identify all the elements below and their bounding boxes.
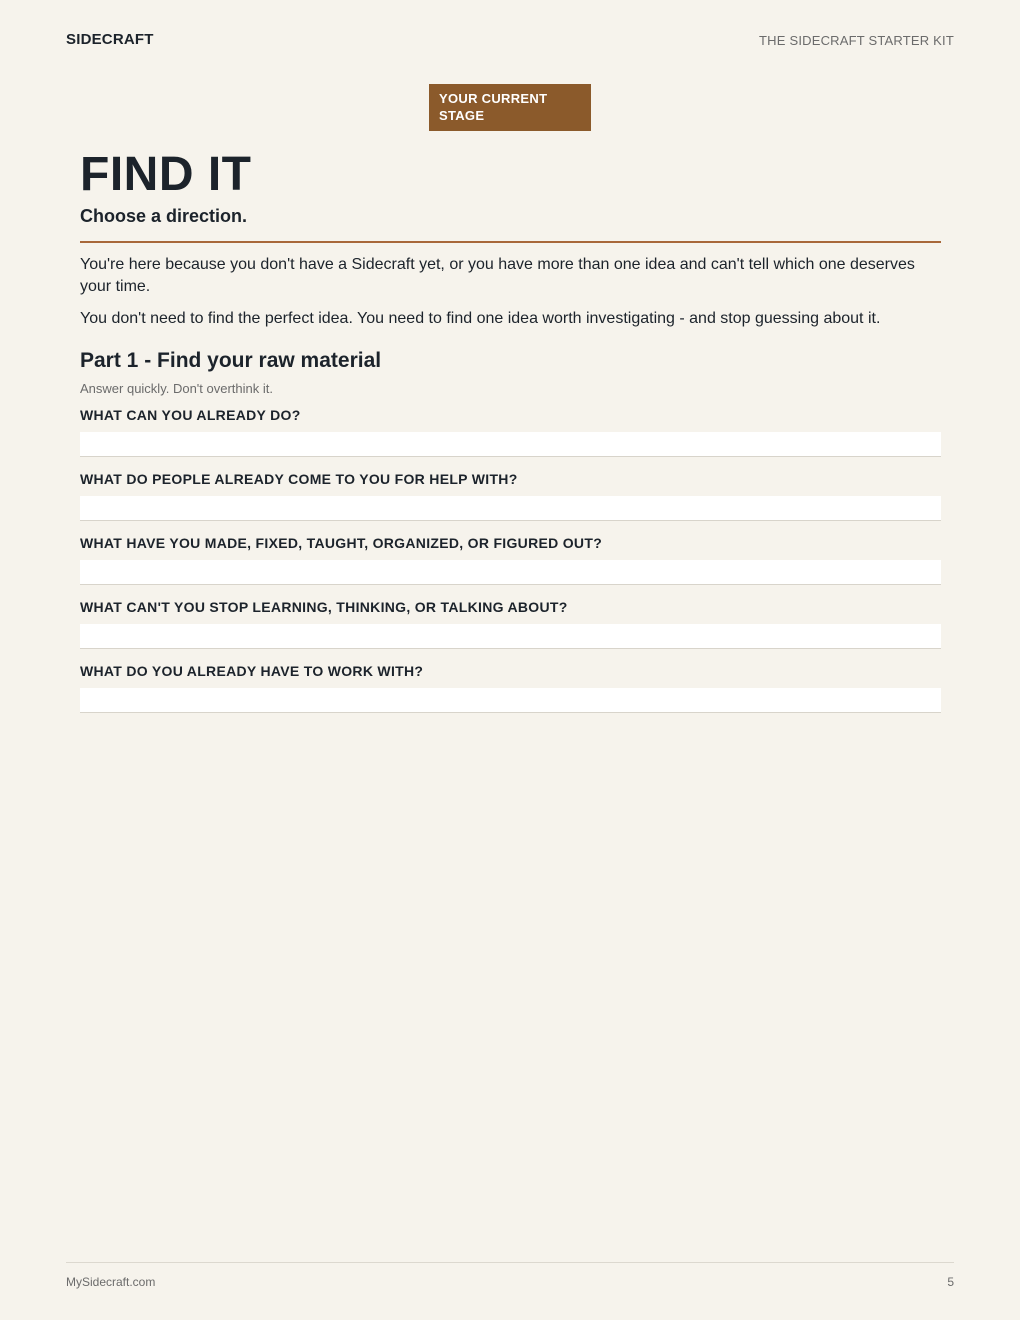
question-label: WHAT DO PEOPLE ALREADY COME TO YOU FOR HELP WITH? — [80, 471, 518, 487]
answer-field[interactable] — [80, 688, 941, 713]
question-label: WHAT CAN'T YOU STOP LEARNING, THINKING, OR TALKING ABOUT? — [80, 599, 568, 615]
intro-paragraph: You're here because you don't have a Sidecraft yet, or you have more than one idea and can't tell which one deserves your time. — [80, 256, 915, 295]
footer-website: MySidecraft.com — [66, 1275, 156, 1289]
main-content — [80, 146, 941, 713]
answer-field[interactable] — [80, 624, 941, 649]
question-block — [80, 599, 941, 649]
question-block — [80, 663, 941, 713]
kit-title: THE SIDECRAFT STARTER KIT — [759, 33, 954, 48]
page-title: FIND IT — [80, 148, 252, 201]
section-title: Part 1 - Find your raw material — [80, 349, 382, 372]
section-instruction: Answer quickly. Don't overthink it. — [80, 381, 273, 396]
page-number: 5 — [947, 1275, 954, 1289]
title-divider — [80, 241, 941, 243]
question-label: WHAT CAN YOU ALREADY DO? — [80, 407, 301, 423]
page-subtitle: Choose a direction. — [80, 206, 248, 226]
question-block — [80, 407, 941, 457]
intro-paragraph: You don't need to find the perfect idea. You need to find one idea worth investigating - and stop guessing about it. — [80, 310, 881, 327]
question-label: WHAT HAVE YOU MADE, FIXED, TAUGHT, ORGANIZED, OR FIGURED OUT? — [80, 535, 603, 551]
answer-field[interactable] — [80, 432, 941, 457]
page-header — [66, 31, 954, 49]
current-stage-badge: YOUR CURRENT STAGE — [429, 84, 591, 131]
question-block — [80, 471, 941, 521]
question-label: WHAT DO YOU ALREADY HAVE TO WORK WITH? — [80, 663, 424, 679]
brand-name: SIDECRAFT — [66, 31, 154, 48]
question-block — [80, 535, 941, 585]
page-footer — [66, 1262, 954, 1289]
answer-field[interactable] — [80, 560, 941, 585]
answer-field[interactable] — [80, 496, 941, 521]
